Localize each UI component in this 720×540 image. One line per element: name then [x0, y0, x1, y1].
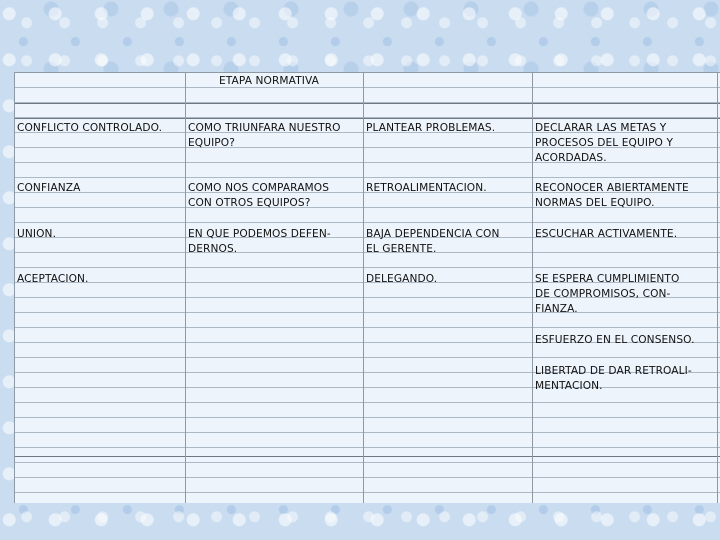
cell-task: SE ESPERA CUMPLIMIENTO DE COMPROMISOS, CON- FIANZA.	[535, 273, 680, 315]
column-divider	[185, 73, 186, 503]
cell-action: DELEGANDO.	[366, 273, 438, 285]
cell-stage: ACEPTACION.	[17, 273, 89, 285]
column-divider	[14, 73, 15, 503]
cell-stage: UNION.	[17, 228, 57, 240]
column-divider	[363, 73, 364, 503]
column-divider	[717, 73, 718, 503]
cell-action: RETROALIMENTACION.	[366, 182, 487, 194]
cell-stage: CONFLICTO CONTROLADO.	[17, 122, 163, 134]
page-title: ETAPA NORMATIVA	[219, 75, 320, 87]
cell-action: PLANTEAR PROBLEMAS.	[366, 122, 496, 134]
cell-question: COMO NOS COMPARAMOS CON OTROS EQUIPOS?	[188, 182, 330, 209]
cell-task: ESCUCHAR ACTIVAMENTE.	[535, 228, 678, 240]
cell-task: DECLARAR LAS METAS Y PROCESOS DEL EQUIPO Y ACORDADAS.	[535, 122, 674, 164]
cell-stage: CONFIANZA	[17, 182, 81, 194]
cell-task: RECONOCER ABIERTAMENTE NORMAS DEL EQUIPO.	[535, 182, 689, 209]
cell-question: COMO TRIUNFARA NUESTRO EQUIPO?	[188, 122, 341, 149]
column-divider	[532, 73, 533, 503]
cell-task: LIBERTAD DE DAR RETROALI- MENTACION.	[535, 365, 692, 392]
cell-task: ESFUERZO EN EL CONSENSO.	[535, 334, 695, 346]
row-divider	[14, 118, 720, 119]
spreadsheet-table	[14, 72, 720, 503]
row-divider	[14, 456, 720, 457]
cell-question: EN QUE PODEMOS DEFEN- DERNOS.	[188, 228, 331, 255]
cell-action: BAJA DEPENDENCIA CON EL GERENTE.	[366, 228, 500, 255]
row-divider	[14, 103, 720, 104]
